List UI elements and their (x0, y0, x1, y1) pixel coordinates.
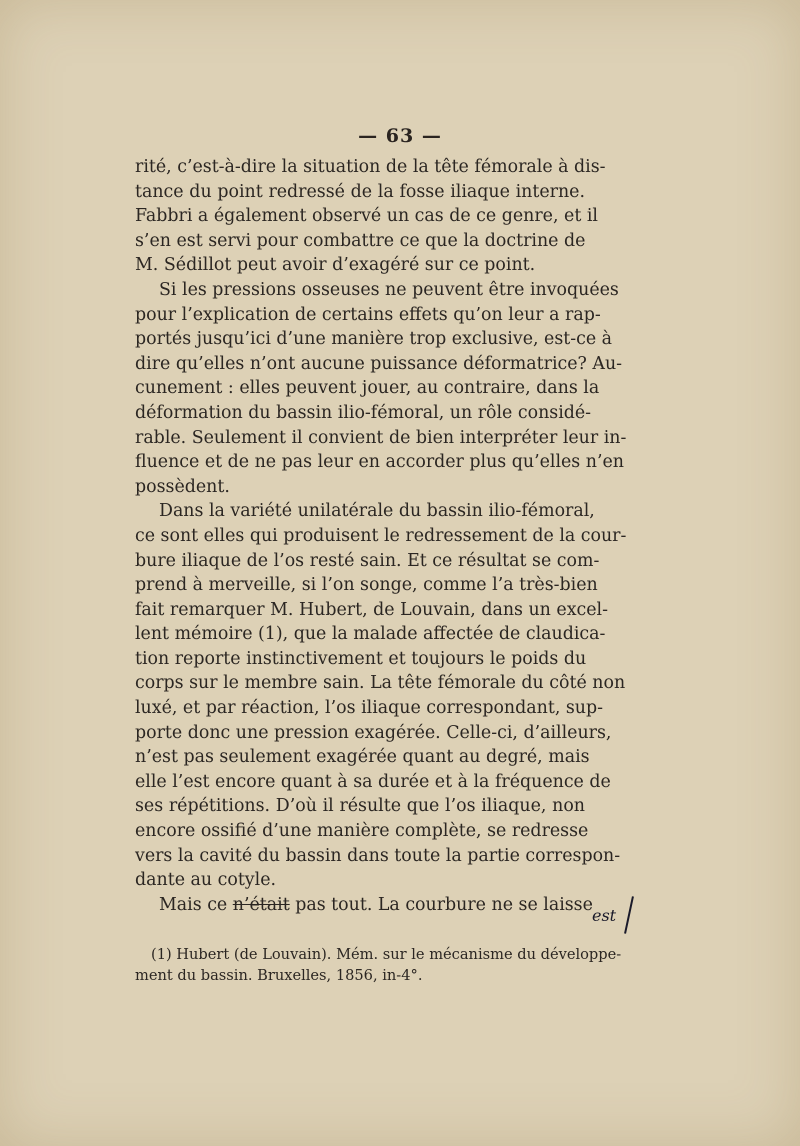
text-line: lent mémoire (1), que la malade affectée de claudica- (135, 624, 606, 645)
text-line: déformation du bassin ilio-fémoral, un rôle considé- (135, 402, 592, 423)
line-segment: pas tout. La courbure ne se laisse (289, 894, 593, 915)
text-line: dante au cotyle. (135, 870, 277, 891)
text-line: vers la cavité du bassin dans toute la partie correspon- (135, 845, 621, 866)
text-line: bure iliaque de l’os resté sain. Et ce résultat se com- (135, 550, 600, 571)
correction-mark (624, 896, 634, 934)
text-line: M. Sédillot peut avoir d’exagéré sur ce point. (135, 255, 536, 276)
text-line: fluence et de ne pas leur en accorder plus qu’elles n’en (135, 452, 624, 473)
body-text (135, 155, 627, 917)
text-line: portés jusqu’ici d’une manière trop exclusive, est-ce à (135, 329, 613, 350)
footnote (135, 944, 622, 986)
text-line: cunement : elles peuvent jouer, au contraire, dans la (135, 378, 600, 399)
text-line: tance du point redressé de la fosse iliaque interne. (135, 181, 585, 202)
text-line: possèdent. (135, 476, 230, 497)
text-line: encore ossifié d’une manière complète, se redresse (135, 821, 589, 842)
text-line: ce sont elles qui produisent le redressement de la cour- (135, 525, 627, 546)
handwritten-correction: est (592, 906, 617, 925)
text-line: dire qu’elles n’ont aucune puissance déformatrice? Au- (135, 353, 623, 374)
text-line: pour l’explication de certains effets qu’on leur a rap- (135, 304, 601, 325)
text-line: rité, c’est-à-dire la situation de la tête fémorale à dis- (135, 157, 606, 177)
text-line: rable. Seulement il convient de bien interpréter leur in- (135, 427, 627, 448)
text-line: porte donc une pression exagérée. Celle-ci, d’ailleurs, (135, 722, 612, 743)
text-line: luxé, et par réaction, l’os iliaque correspondant, sup- (135, 698, 604, 719)
footnote-line: ment du bassin. Bruxelles, 1856, in-4°. (135, 967, 423, 984)
text-line: fait remarquer M. Hubert, de Louvain, dans un excel- (135, 599, 608, 620)
text-line: tion reporte instinctivement et toujours le poids du (135, 648, 587, 669)
paragraph-start-line: Si les pressions osseuses ne peuvent être invoquées (159, 279, 619, 300)
text-line: elle l’est encore quant à sa durée et à la fréquence de (135, 771, 611, 792)
paragraph-start-line: Dans la variété unilatérale du bassin ilio-fémoral, (159, 501, 595, 522)
footnote-line: (1) Hubert (de Louvain). Mém. sur le mécanisme du développe- (151, 946, 622, 963)
line-segment: Mais ce (159, 894, 233, 915)
struck-word: n’était (232, 894, 290, 915)
paragraph-start-line (135, 893, 593, 918)
text-line: prend à merveille, si l’on songe, comme l’a très-bien (135, 575, 598, 596)
text-line: corps sur le membre sain. La tête fémorale du côté non (135, 673, 626, 694)
text-line: ses répétitions. D’où il résulte que l’os iliaque, non (135, 796, 585, 817)
text-line: n’est pas seulement exagérée quant au degré, mais (135, 747, 590, 768)
text-line: s’en est servi pour combattre ce que la doctrine de (135, 230, 586, 251)
text-line: Fabbri a également observé un cas de ce genre, et il (135, 206, 598, 227)
page-number: — 63 — (358, 125, 442, 147)
